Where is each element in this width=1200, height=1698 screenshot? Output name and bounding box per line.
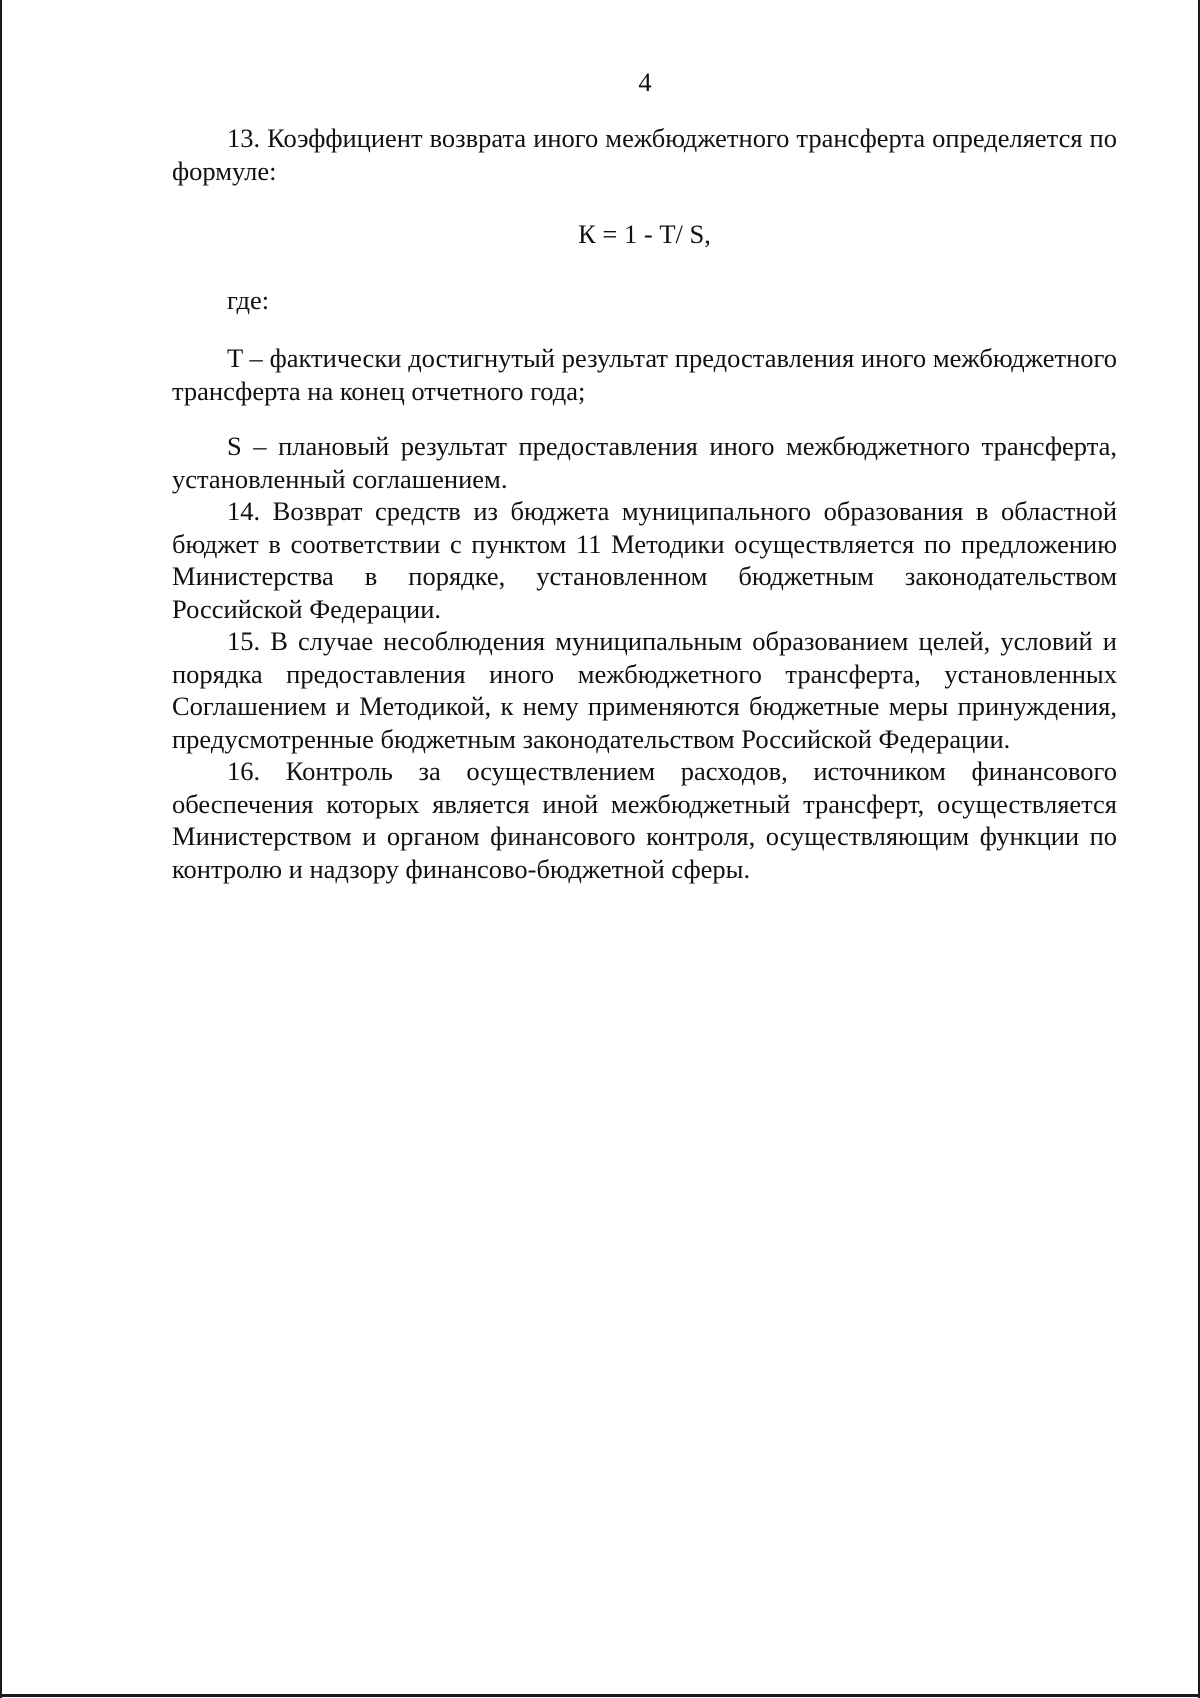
paragraph-14: 14. Возврат средств из бюджета муниципального образования в областной бюджет в соответствии с пунктом 11 Методики осуществляется по предложению Министерства в порядке, установленном бюджетным законодательством Российской Федерации. <box>172 496 1117 624</box>
paragraph-13-block <box>172 122 1117 187</box>
formula: К = 1 - T/ S, <box>578 219 711 249</box>
paragraph-16: 16. Контроль за осуществлением расходов, источником финансового обеспечения которых является иной межбюджетный трансферт, осуществляется Министерством и органом финансового контроля, осуществляющим функции по контролю и надзору финансово-бюджетной сферы. <box>172 756 1117 884</box>
t-definition-block <box>172 342 1117 407</box>
where-label: где: <box>227 285 270 315</box>
s-definition: S – плановый результат предоставления иного межбюджетного трансферта, установленный соглашением. <box>172 431 1117 494</box>
page-left-edge <box>0 0 2 1698</box>
paragraph-13: 13. Коэффициент возврата иного межбюджетного трансферта определяется по формуле: <box>172 123 1117 186</box>
main-paragraphs-block <box>172 430 1117 885</box>
page-bottom-edge <box>0 1694 1200 1697</box>
t-definition: T – фактически достигнутый результат предоставления иного межбюджетного трансферта на конец отчетного года; <box>172 343 1117 406</box>
page-number: 4 <box>638 67 652 97</box>
paragraph-15: 15. В случае несоблюдения муниципальным образованием целей, условий и порядка предоставления иного межбюджетного трансферта, установленных Соглашением и Методикой, к нему применяются бюджетные меры принуждения, предусмотренные бюджетным законодательством Российской Федерации. <box>172 626 1117 754</box>
